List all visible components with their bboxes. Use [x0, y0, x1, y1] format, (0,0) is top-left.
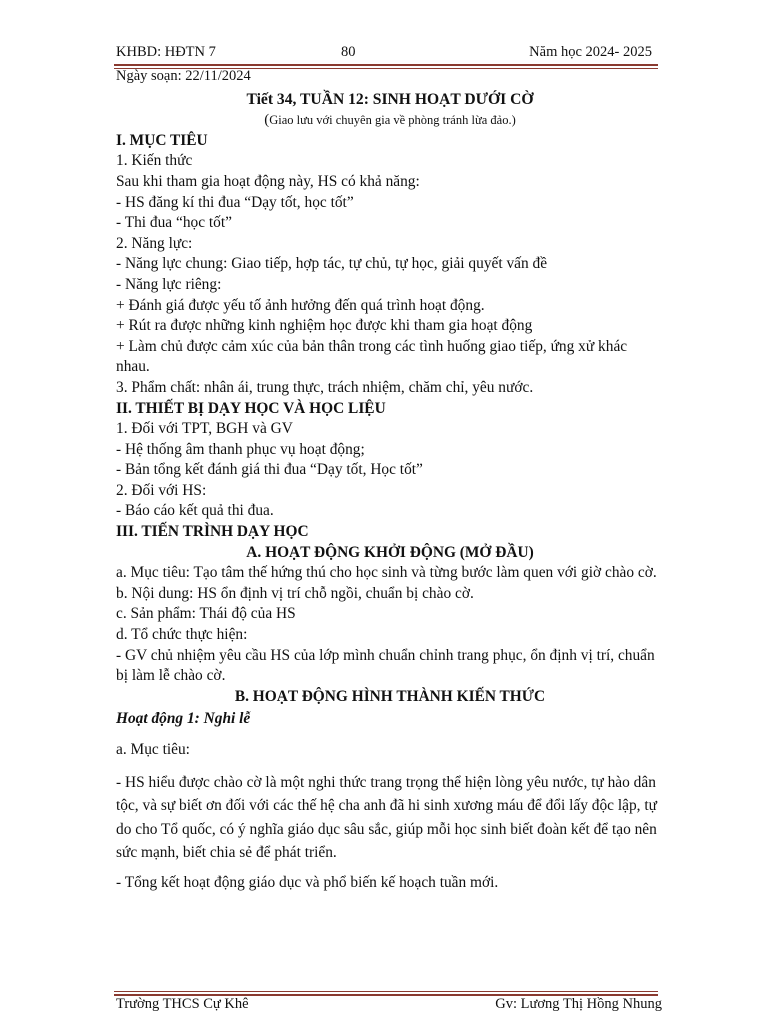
text-line: - Năng lực chung: Giao tiếp, hợp tác, tự chủ, tự học, giải quyết vấn đề — [116, 255, 548, 273]
text-line: c. Sản phẩm: Thái độ của HS — [116, 605, 296, 623]
activity-subheading: Hoạt động 1: Nghi lễ — [116, 710, 251, 728]
section-heading: III. TIẾN TRÌNH DẠY HỌC — [116, 523, 309, 541]
section-heading: II. THIẾT BỊ DẠY HỌC VÀ HỌC LIỆU — [116, 399, 386, 417]
text-line: - Thi đua “học tốt” — [116, 214, 232, 232]
lesson-title: Tiết 34, TUẦN 12: SINH HOẠT DƯỚI CỜ — [246, 90, 534, 108]
header-right: Năm học 2024- 2025 — [529, 44, 652, 60]
text-line: + Đánh giá được yếu tố ảnh hưởng đến quá trình hoạt động. — [116, 296, 485, 314]
footer-rule-thin — [114, 991, 658, 992]
subtitle-text: Giao lưu với chuyên gia về phòng tránh lừa đảo.) — [269, 113, 516, 128]
text-line: 2. Đối với HS: — [116, 481, 207, 499]
text-line: 2. Năng lực: — [116, 234, 193, 252]
lesson-subtitle — [116, 110, 664, 131]
text-line: - Tổng kết hoạt động giáo dục và phổ biến kế hoạch tuần mới. — [116, 873, 499, 891]
text-paragraph: - HS hiểu được chào cờ là một nghi thức trang trọng thể hiện lòng yêu nước, tự hào dân tộc, và sự biết ơn đối với các thế hệ cha anh đã hi sinh xương máu để đổi lấy độc lập, tự do cho Tổ quốc, có ý nghĩa giáo dục sâu sắc, giúp mỗi học sinh biết đoàn kết để tạo nên sức mạnh, biết chia sẻ để phát triển. — [116, 773, 657, 862]
text-paragraph: + Làm chủ được cảm xúc của bản thân trong các tình huống giao tiếp, ứng xử khác nhau. — [116, 337, 628, 376]
activity-heading: B. HOẠT ĐỘNG HÌNH THÀNH KIẾN THỨC — [234, 687, 546, 705]
text-paragraph: a. Mục tiêu: Tạo tâm thế hứng thú cho học sinh và từng bước làm quen với giờ chào cờ. — [116, 564, 657, 582]
footer-school: Trường THCS Cự Khê — [116, 996, 249, 1012]
text-line: 1. Kiến thức — [116, 152, 193, 170]
section-heading: I. MỤC TIÊU — [116, 131, 208, 149]
text-line: 3. Phẩm chất: nhân ái, trung thực, trách nhiệm, chăm chỉ, yêu nước. — [116, 378, 534, 396]
activity-heading: A. HOẠT ĐỘNG KHỞI ĐỘNG (MỞ ĐẦU) — [246, 543, 534, 561]
text-line: + Rút ra được những kinh nghiệm học được khi tham gia hoạt động — [116, 317, 533, 335]
text-line: - HS đăng kí thi đua “Dạy tốt, học tốt” — [116, 193, 354, 211]
date-line: Ngày soạn: 22/11/2024 — [116, 68, 251, 84]
text-line: a. Mục tiêu: — [116, 741, 190, 758]
text-line: d. Tổ chức thực hiện: — [116, 626, 248, 644]
text-line: 1. Đối với TPT, BGH và GV — [116, 420, 293, 438]
page-header — [116, 44, 652, 64]
header-left: KHBD: HĐTN 7 — [116, 44, 216, 60]
text-line: - Năng lực riêng: — [116, 275, 222, 293]
text-line: - Báo cáo kết quả thi đua. — [116, 502, 274, 520]
text-line: b. Nội dung: HS ổn định vị trí chỗ ngồi, chuẩn bị chào cờ. — [116, 584, 474, 602]
text-line: - Bản tổng kết đánh giá thi đua “Dạy tốt, Học tốt” — [116, 461, 423, 479]
text-line: Sau khi tham gia hoạt động này, HS có khả năng: — [116, 172, 420, 190]
text-line: - Hệ thống âm thanh phục vụ hoạt động; — [116, 440, 365, 458]
text-paragraph: - GV chủ nhiệm yêu cầu HS của lớp mình chuẩn chỉnh trang phục, ổn định vị trí, chuẩn bị làm lễ chào cờ. — [116, 646, 655, 685]
footer-teacher: Gv: Lương Thị Hồng Nhung — [495, 996, 662, 1012]
document-body — [116, 66, 664, 893]
header-page-number: 80 — [341, 44, 356, 60]
subtitle-paren: ( — [264, 112, 270, 129]
